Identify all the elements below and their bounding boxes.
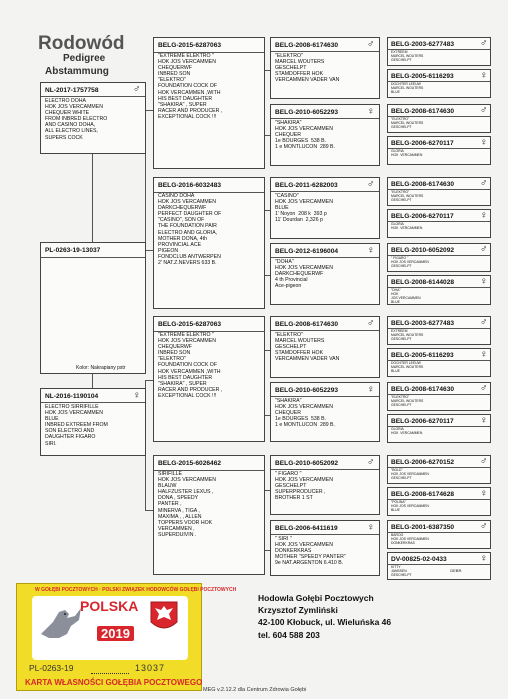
sire-description: ELECTRO DOHA HOK JOS VERCAMMEN CHEQUER WHITE FROM INBRED ELECTRO AND CASINO DOHA, ALL ELECTRO LINES, SUPERS COCK — [45, 98, 108, 141]
ancestor-ring: BELG-2008-6174630 — [391, 386, 455, 393]
ancestor-box — [387, 414, 491, 443]
ancestor-ring: BELG-2008-6174630 — [391, 108, 455, 115]
dam-description: ELECTRO SIRRIFILLE HOK JOS VERCAMMEN BLUE INBRED EXTREEM FROM SON ELECTRO AND DAUGHTER FIGARO SIRI. — [45, 404, 108, 447]
ancestor-description: "POLINA" HOK JOS VERCAMMEN BLUE — [391, 500, 429, 512]
great-grandparent-ring: BELG-2010-6052092 — [275, 460, 339, 467]
great-grandparent-ring: BELG-2008-6174630 — [275, 321, 339, 328]
great-grandparent-ring: BELG-2010-6052293 — [275, 387, 339, 394]
card-arc-text: W GOŁĘBI POCZTOWYCH · POLSKI ZWIĄZEK HODOWCÓW GOŁĘBI POCZTOWYCH — [35, 587, 237, 593]
ancestor-box — [387, 209, 491, 238]
ancestor-ring: BELG-2005-6116293 — [391, 352, 454, 359]
male-symbol-icon: ♂ — [480, 521, 488, 532]
dam-ring: NL-2016-1190104 — [45, 393, 99, 400]
great-grandparent-box — [270, 382, 380, 442]
subject-ring: PL-0263-19-13037 — [45, 247, 101, 254]
grandparent-box — [153, 37, 265, 169]
connector-line — [145, 380, 153, 381]
ownership-card — [16, 583, 237, 691]
breeder-line-4: tel. 604 588 203 — [258, 630, 320, 640]
ancestor-ring: BELG-2003-6277483 — [391, 320, 455, 327]
great-grandparent-ring: BELG-2006-6411619 — [275, 525, 338, 532]
ancestor-ring: BELG-2008-6144028 — [391, 279, 455, 286]
connector-line — [92, 150, 93, 246]
great-grandparent-box — [270, 455, 380, 515]
ancestor-description: GLORIA HOK VERCAMMEN — [391, 427, 423, 435]
ancestor-ring: BELG-2006-6270152 — [391, 459, 455, 466]
great-grandparent-box — [270, 37, 380, 99]
ancestor-box — [387, 69, 491, 98]
male-symbol-icon: ♂ — [480, 178, 488, 189]
card-ring-number: PL-0263-19 — [29, 663, 74, 673]
male-symbol-icon: ♂ — [367, 179, 375, 190]
connector-line — [145, 510, 153, 511]
female-symbol-icon: ♀ — [367, 245, 375, 256]
great-grandparent-ring: BELG-2012-6196004 — [275, 248, 339, 255]
ancestor-description: GLORIA HOK VERCAMMEN — [391, 149, 423, 157]
breeder-line-3: 42-100 Kłobuck, ul. Wieluńska 46 — [258, 617, 392, 627]
grandparent-box — [153, 177, 265, 309]
grandparent-box — [153, 455, 265, 575]
female-symbol-icon: ♀ — [367, 522, 375, 533]
male-symbol-icon: ♂ — [480, 38, 488, 49]
male-symbol-icon: ♂ — [480, 383, 488, 394]
male-symbol-icon: ♂ — [480, 456, 488, 467]
grandparent-description: "EXTREME ELEKTRO " HOK JOS VERCAMMEN CHEQUERWF INBRED SON "ELEKTRO" FOUNDATION COCK OF HOK VERCAMMEN ,WITH HIS BEST DAUGHTER "SHAKIRA" , SUPER RACER AND PRODUCER , EXCEPTIONAL COCK !!! — [158, 53, 223, 120]
female-symbol-icon: ♀ — [480, 349, 488, 360]
dam-box — [40, 388, 146, 456]
ancestor-description: "DHA" HOK JOS VERCAMMEN BLUE — [391, 288, 421, 304]
ancestor-ring: BELG-2008-6174628 — [391, 491, 455, 498]
female-symbol-icon: ♀ — [367, 384, 375, 395]
ancestor-box — [387, 136, 491, 165]
ancestor-description: BAROO HOK JOS VERCAMMEN DONKERKRAS — [391, 533, 429, 545]
ancestor-ring: BELG-2001-6387350 — [391, 524, 455, 531]
ancestor-ring: BELG-2008-6174630 — [391, 181, 455, 188]
ancestor-description: EXTREEM MARCEL WOUTERS GESCHELPT — [391, 50, 424, 62]
great-grandparent-description: "CASINO" HOK JOS VERCAMMEN BLUE 1' Noyon 208 k 393 p 11' Dourdan 2,326 p — [275, 193, 333, 224]
male-symbol-icon: ♂ — [367, 457, 375, 468]
ancestor-ring: BELG-2010-6052092 — [391, 247, 455, 254]
great-grandparent-description: "DOHA" HOK JOS VERCAMMEN DARKCHEQUERWF 4 th Provincial Ace-pigeon — [275, 259, 333, 290]
great-grandparent-description: "SHAKIRA" HOK JOS VERCAMMEN CHEQUER 1e BOURGES 538 B. 1 e MONTLUCON 289 B. — [275, 120, 335, 151]
male-symbol-icon: ♂ — [367, 39, 375, 50]
grandparent-description: CASINO DOHA HOK JOS VERCAMMEN DARKCHEQUERWF PERFECT DAUGHTER OF "CASINO", SON OF THE FOUNDATION PAIR ELECTRO AND GLORIA, MOTHER DONA, 4th PROVINCIAL ACE PIGEON FONDCLUB ANTWERPEN 2' NAT.Z.NEVERS 633 B. — [158, 193, 222, 267]
subject-box — [40, 242, 146, 374]
great-grandparent-box — [270, 243, 380, 305]
ancestor-description: EXTREEM MARCEL WOUTERS GESCHELPT — [391, 329, 424, 341]
ancestor-box — [387, 487, 491, 516]
great-grandparent-ring: BELG-2011-6282003 — [275, 182, 338, 189]
male-symbol-icon: ♂ — [133, 84, 141, 95]
ancestor-description: KITTY JANSSEN GESCHELPT — [391, 565, 412, 577]
female-symbol-icon: ♀ — [480, 488, 488, 499]
male-symbol-icon: ♂ — [480, 317, 488, 328]
ancestor-ring: BELG-2003-6277483 — [391, 41, 455, 48]
ancestor-ring: BELG-2005-6116293 — [391, 73, 454, 80]
great-grandparent-box — [270, 316, 380, 378]
great-grandparent-description: "SHAKIRA" HOK JOS VERCAMMEN CHEQUER 1e BOURGES 538 B. 1 e MONTLUCON 289 B. — [275, 398, 335, 429]
great-grandparent-description: "ELEKTRO" MARCEL WOUTERS GESCHELPT STAMDOFFER HOK VERCAMMEN VADER VAN — [275, 53, 340, 84]
ancestor-box — [387, 243, 491, 272]
sire-ring: NL-2017-1757758 — [45, 87, 99, 94]
breeder-line-1: Hodowla Gołębi Pocztowych — [258, 593, 374, 603]
ancestor-box — [387, 104, 491, 133]
ancestor-ring: BELG-2006-6270117 — [391, 140, 454, 147]
card-year: 2019 — [97, 626, 134, 641]
pigeon-icon — [37, 604, 83, 644]
grandparent-box — [153, 316, 265, 442]
female-symbol-icon: ♀ — [480, 70, 488, 81]
ancestor-description: "ELEKTRO" MARCEL WOUTERS GESCHELPT — [391, 117, 424, 129]
page-subtitle-abstammung: Abstammung — [45, 66, 109, 77]
card-country: POLSKA — [80, 598, 139, 614]
breeder-line-2: Krzysztof Zymliński — [258, 605, 338, 615]
eagle-emblem-icon — [149, 600, 179, 634]
grandparent-ring: BELG-2015-6026462 — [158, 460, 222, 467]
great-grandparent-description: " FIGARO " HOK JOS VERCAMMEN GESCHELPT SUPERPRODUCER , BROTHER 1 ST — [275, 471, 333, 502]
grandparent-ring: BELG-2016-6032483 — [158, 182, 222, 189]
ancestor-box — [387, 552, 491, 580]
page-title: Rodowód — [38, 33, 125, 54]
ancestor-ring: BELG-2006-6270117 — [391, 213, 454, 220]
female-symbol-icon: ♀ — [480, 137, 488, 148]
ancestor-box — [387, 316, 491, 345]
grandparent-description: SIRIFILLE HOK JOS VERCAMMEN BLAUW HALFZUSTER LEXUS , DONA , SPEEDY PANTER , MINERVA , TIGA , MAXIMA , , ALLEN TOPPERS VOOR HOK VERCAMMEN , SUPERDUIVIN . — [158, 471, 216, 538]
female-symbol-icon: ♀ — [133, 390, 141, 401]
ancestor-description: "BOLD" HOK JOS VERCAMMEN GESCHELPT — [391, 468, 429, 480]
ancestor-box — [387, 37, 491, 66]
male-symbol-icon: ♂ — [480, 244, 488, 255]
great-grandparent-box — [270, 520, 380, 576]
great-grandparent-box — [270, 177, 380, 239]
female-symbol-icon: ♀ — [480, 553, 488, 564]
page-subtitle-pedigree: Pedigree — [63, 53, 106, 64]
ancestor-description: DOCHTER LEEUW MARCEL WOUTERS BLUE — [391, 82, 424, 94]
great-grandparent-description: "ELEKTRO" MARCEL WOUTERS GESCHELPT STAMDOFFER HOK VERCAMMEN VADER VAN — [275, 332, 340, 363]
connector-line — [145, 250, 153, 251]
ancestor-box — [387, 177, 491, 206]
ancestor-description: "ELEKTRO" MARCEL WOUTERS GESCHELPT — [391, 395, 424, 407]
footer-text: MEG v.2.12.2 dla Centrum Zdrowia Gołębi — [203, 687, 307, 693]
card-ring-dots — [91, 663, 129, 674]
connector-line — [145, 110, 153, 111]
card-ring-serial: 13037 — [135, 663, 166, 673]
grandparent-description: "EXTREME ELEKTRO " HOK JOS VERCAMMEN CHEQUERWF INBRED SON "ELEKTRO" FOUNDATION COCK OF HOK VERCAMMEN ,WITH HIS BEST DAUGHTER "SHAKIRA" , SUPER RACER AND PRODUCER , EXCEPTIONAL COCK !!! — [158, 332, 223, 399]
subject-color-note: Kolor: Nakrapiany pstr — [76, 365, 126, 371]
ancestor-description: GLORIA HOK VERCAMMEN — [391, 222, 423, 230]
sire-box — [40, 82, 146, 154]
ancestor-box — [387, 455, 491, 484]
ancestor-extra-label: GEBR. — [450, 568, 463, 573]
ancestor-description: " FIGARO " HOK JOS VERCAMMEN GESCHELPT — [391, 256, 429, 268]
ancestor-box — [387, 275, 491, 305]
ancestor-box — [387, 382, 491, 411]
ancestor-ring: DV-00825-02-0433 — [391, 556, 447, 563]
card-bottom-text: KARTA WŁASNOŚCI GOŁĘBIA POCZTOWEGO — [25, 678, 203, 687]
ancestor-ring: BELG-2006-6270117 — [391, 418, 454, 425]
great-grandparent-description: " SIRI " HOK JOS VERCAMMEN DONKERKRAS MOTHER "SPEEDY PANTER" 9e NAT.ARGENTON 6.410 B. — [275, 536, 346, 567]
female-symbol-icon: ♀ — [480, 210, 488, 221]
female-symbol-icon: ♀ — [367, 106, 375, 117]
ancestor-description: DOCHTER LEEUW MARCEL WOUTERS BLUE — [391, 361, 424, 373]
ancestor-description: "ELEKTRO" MARCEL WOUTERS GESCHELPT — [391, 190, 424, 202]
male-symbol-icon: ♂ — [480, 105, 488, 116]
female-symbol-icon: ♀ — [480, 276, 488, 287]
great-grandparent-box — [270, 104, 380, 166]
grandparent-ring: BELG-2015-6287063 — [158, 42, 222, 49]
great-grandparent-ring: BELG-2010-6052293 — [275, 109, 339, 116]
male-symbol-icon: ♂ — [367, 318, 375, 329]
ancestor-box — [387, 520, 491, 549]
great-grandparent-ring: BELG-2008-6174630 — [275, 42, 339, 49]
ancestor-box — [387, 348, 491, 377]
grandparent-ring: BELG-2015-6287063 — [158, 321, 222, 328]
female-symbol-icon: ♀ — [480, 415, 488, 426]
